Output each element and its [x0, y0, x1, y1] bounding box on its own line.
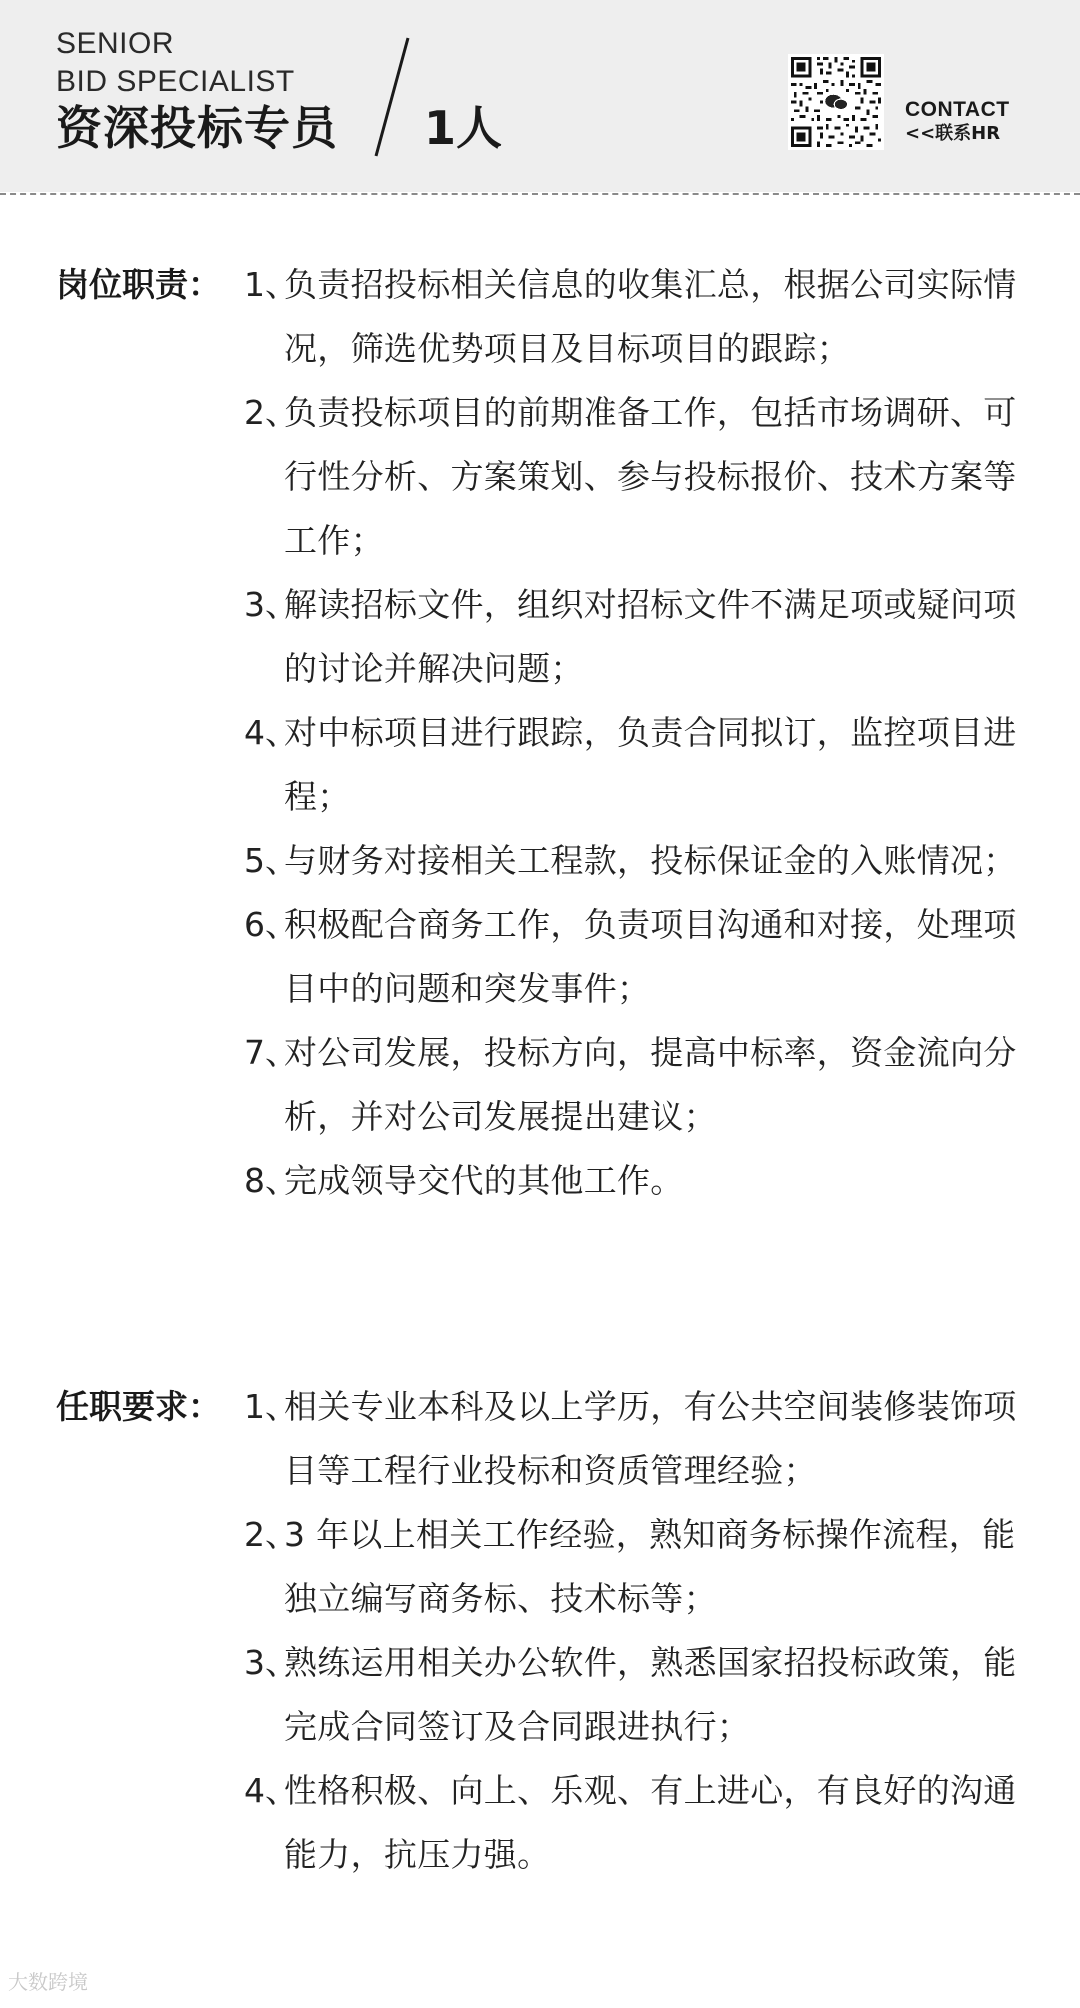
title-en-line1: SENIOR: [56, 27, 175, 60]
requirements-label: 任职要求：: [56, 1387, 221, 1426]
list-item: [244, 1503, 1034, 1631]
item-text: 解读招标文件，组织对招标文件不满足项或疑问项的讨论并解决问题；: [284, 585, 1017, 688]
list-item: [244, 1149, 1034, 1213]
item-text: 积极配合商务工作，负责项目沟通和对接，处理项目中的问题和突发事件；: [284, 905, 1017, 1008]
contact-label: CONTACT: [905, 98, 1010, 121]
item-number: 3、: [244, 585, 298, 624]
header: [0, 0, 1080, 192]
item-text: 完成领导交代的其他工作。: [284, 1161, 684, 1200]
header-divider: [0, 193, 1080, 195]
item-number: 3、: [244, 1643, 298, 1682]
item-text: 对中标项目进行跟踪，负责合同拟订，监控项目进程；: [284, 713, 1017, 816]
item-number: 6、: [244, 905, 298, 944]
item-text: 3 年以上相关工作经验，熟知商务标操作流程，能独立编写商务标、技术标等；: [284, 1515, 1016, 1618]
list-item: [244, 1021, 1034, 1149]
watermark: 大数跨境: [8, 1970, 88, 1994]
list-item: [244, 573, 1034, 701]
list-item: [244, 1759, 1034, 1887]
list-item: [244, 1375, 1034, 1503]
list-item: [244, 829, 1034, 893]
duties-list: [244, 253, 1034, 1213]
item-number: 2、: [244, 393, 298, 432]
list-item: [244, 381, 1034, 573]
slash-divider: [368, 36, 416, 158]
item-text: 负责招投标相关信息的收集汇总，根据公司实际情况，筛选优势项目及目标项目的跟踪；: [284, 265, 1017, 368]
qr-code-icon[interactable]: [788, 54, 884, 150]
item-text: 负责投标项目的前期准备工作，包括市场调研、可行性分析、方案策划、参与投标报价、技术方案等工作；: [284, 393, 1017, 560]
contact-hr-link[interactable]: <<联系HR: [905, 123, 1001, 144]
title-en-line2: BID SPECIALIST: [56, 65, 295, 98]
item-number: 1、: [244, 265, 298, 304]
item-number: 1、: [244, 1387, 298, 1426]
item-number: 8、: [244, 1161, 298, 1200]
list-item: [244, 701, 1034, 829]
item-text: 与财务对接相关工程款，投标保证金的入账情况；: [284, 841, 1017, 880]
item-number: 5、: [244, 841, 298, 880]
item-text: 熟练运用相关办公软件，熟悉国家招投标政策，能完成合同签订及合同跟进执行；: [284, 1643, 1017, 1746]
duties-label: 岗位职责：: [56, 265, 221, 304]
requirements-list: [244, 1375, 1034, 1887]
job-title: 资深投标专员: [56, 101, 338, 155]
item-text: 性格积极、向上、乐观、有上进心，有良好的沟通能力，抗压力强。: [284, 1771, 1017, 1874]
item-text: 对公司发展，投标方向，提高中标率，资金流向分析，并对公司发展提出建议；: [284, 1033, 1017, 1136]
item-number: 4、: [244, 1771, 298, 1810]
list-item: [244, 1631, 1034, 1759]
headcount: 1人: [424, 101, 503, 155]
item-number: 7、: [244, 1033, 298, 1072]
list-item: [244, 253, 1034, 381]
item-text: 相关专业本科及以上学历，有公共空间装修装饰项目等工程行业投标和资质管理经验；: [284, 1387, 1017, 1490]
list-item: [244, 893, 1034, 1021]
item-number: 4、: [244, 713, 298, 752]
item-number: 2、: [244, 1515, 298, 1554]
